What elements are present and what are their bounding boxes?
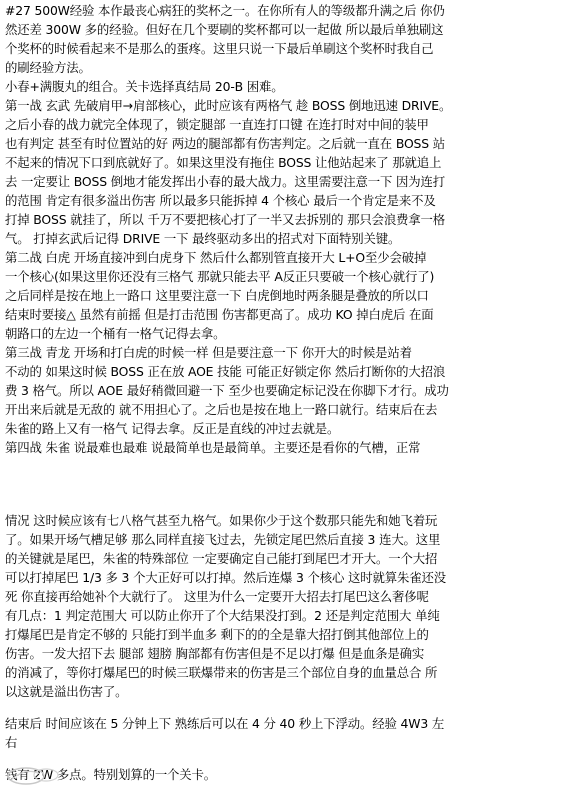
text-line: 可以打掉尾巴 1/3 多 3 个大正好可以打掉。然后连爆 3 个核心 这时就算朱雀还没 [5,570,446,585]
text-line: 第四战 朱雀 说最难也最难 说最简单也是最简单。主要还是看你的气槽，正常 [5,440,421,455]
text-line: 不起来的情况下口到底就好了。如果这里没有拖住 BOSS 让他站起来了 那就追上 [5,155,442,170]
text-line: 第三战 青龙 开场和打白虎的时候一样 但是要注意一下 你开大的时候是站着 [5,345,412,360]
text-line: 不动的 如果这时候 BOSS 正在放 AOE 技能 可能正好锁定你 然后打断你的大招浪 [5,364,446,379]
text-line: 费 3 格气。所以 AOE 最好稍微回避一下 至少也要确定标记没在你脚下才行。成功 [5,383,449,398]
text-line: 右 [5,735,18,750]
text-line: 开出来后就是无敌的 就不用担心了。之后也是按在地上一路口就行。结束后在去 [5,402,438,417]
text-line: 的关键就是尾巴，朱雀的特殊部位 一定要确定自己能打到尾巴才开大。一个大招 [5,551,438,566]
text-line: 然还差 300W 多的经验。但好在几个要刷的奖杯都可以一起做 所以最后单独刷这 [5,22,444,37]
text-line: 之后同样是按在地上一路口 这里要注意一下 白虎倒地时两条腿是叠放的所以口 [5,288,429,303]
text-line: 以这就是溢出伤害了。 [5,684,128,699]
text-line: 钱有 2W 多点。特别划算的一个关卡。 [5,767,217,782]
text-line: 之后小春的战力就完全体现了，锁定腿部 一直连打口键 在连打时对中间的装甲 [5,117,429,132]
text-line: 有几点：1 判定范围大 可以防止你开了个大结果没打到。2 还是判定范围大 单纯 [5,608,440,623]
text-line: 朱雀的路上又有一格气 记得去拿。反正是直线的冲过去就是。 [5,421,340,436]
text-line: 死 你直接再给她补个大就行了。 这里为什么一定要开大招去打尾巴这么奢侈呢 [5,589,429,604]
text-line: 一个核心(如果这里你还没有三格气 那就只能去平 A反正只要破一个核心就行了) [5,269,435,284]
text-line: 的刷经验方法。 [5,60,91,75]
page-split [0,501,580,504]
text-line: 第一战 玄武 先破肩甲→肩部核心，此时应该有两格气 趁 BOSS 倒地迅速 DRIVE。 [5,98,452,113]
text-line: 结束时要接△ 虽然有前摇 但是打击范围 伤害都更高了。成功 KO 掉白虎后 在面 [5,307,434,322]
text-line: 结束后 时间应该在 5 分钟上下 熟练后可以在 4 分 40 秒上下浮动。经验 4W3 左 [5,716,445,731]
text-line: 的范围 肯定有很多溢出伤害 所以最多只能拆掉 4 个核心 最后一个肯定是来不及 [5,193,436,208]
text-line: 打爆尾巴是肯定不够的 只能打到半血多 剩下的的全是靠大招打倒其他部位上的 [5,627,429,642]
text-line: 个奖杯的时候看起来不是那么的蛋疼。这里只说一下最后单刷这个奖杯时我自己 [5,41,434,56]
text-line: 朝路口的左边一个桶有一格气记得去拿。 [5,326,226,341]
text-line: 去 一定要让 BOSS 倒地才能发挥出小春的最大战力。这里需要注意一下 因为连打 [5,174,446,189]
text-line: 打掉 BOSS 就挂了，所以 千万不要把核心打了一半又去拆别的 那只会浪费拿一格 [5,212,446,227]
text-line: 也有判定 甚至有时位置站的好 两边的腿部都有伤害判定。之后就一直在 BOSS 站 [5,136,446,151]
text-line: 了。如果开场气槽足够 那么同样直接飞过去，先锁定尾巴然后直接 3 连大。这里 [5,532,441,547]
text-line: 情况 这时候应该有七八格气甚至九格气。如果你少于这个数那只能先和她飞着玩 [5,513,438,528]
text-line: 气。 打掉玄武后记得 DRIVE 一下 最终驱动多出的招式对下面特别关键。 [5,231,401,246]
text-line: 第二战 白虎 开场直接冲到白虎身下 然后什么都别管直接开大 L+O至少会破掉 [5,250,427,265]
text-line: 伤害。一发大招下去 腿部 翅膀 胸部都有伤害但是不足以打爆 但是血条是确实 [5,646,425,661]
text-line: 的消减了，等你打爆尾巴的时候三联爆带来的伤害是三个部位自身的血量总合 所 [5,665,438,680]
text-line: 小春+满腹丸的组合。关卡选择真结局 20-B 困难。 [5,79,284,94]
text-line: #27 500W经验 本作最丧心病狂的奖杯之一。在你所有人的等级都升满之后 你仍 [5,3,445,18]
